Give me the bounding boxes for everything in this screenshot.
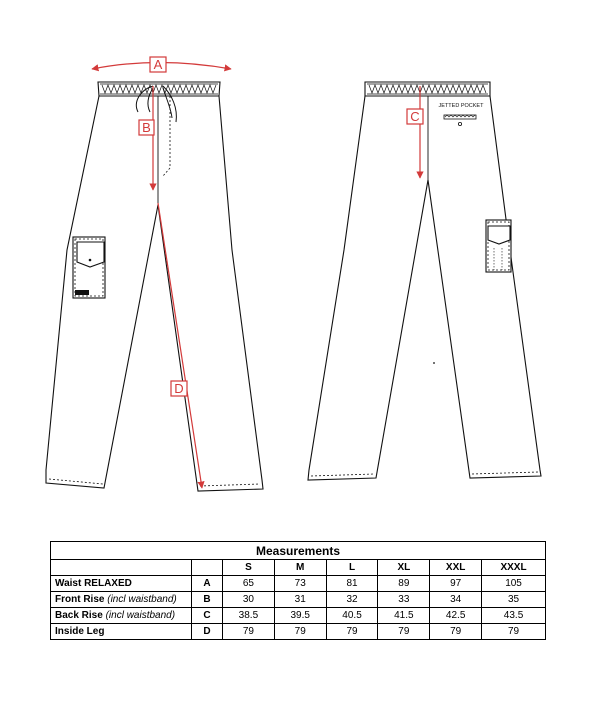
row-label: Inside Leg [51,624,192,640]
cargo-pocket-front [73,237,105,298]
cell-value: 79 [378,624,430,640]
blank-code-header-cell [192,560,223,576]
cell-value: 65 [223,576,275,592]
measurements-table [50,541,546,640]
cell-value: 43.5 [482,608,546,624]
cell-value: 35 [482,592,546,608]
cell-value: 81 [326,576,378,592]
size-header: L [326,560,378,576]
back-pants-body [308,96,541,480]
cell-value: 31 [274,592,326,608]
size-header: XL [378,560,430,576]
blank-header-cell [51,560,192,576]
size-header: XXXL [482,560,546,576]
cell-value: 97 [430,576,482,592]
label-c: C [410,109,420,124]
front-view [46,57,263,491]
cell-value: 79 [326,624,378,640]
label-a: A [153,57,163,72]
size-header: XXL [430,560,482,576]
cell-value: 34 [430,592,482,608]
back-view [308,82,541,480]
cell-value: 42.5 [430,608,482,624]
cell-value: 79 [482,624,546,640]
cell-value: 73 [274,576,326,592]
cell-value: 39.5 [274,608,326,624]
cell-value: 89 [378,576,430,592]
table-row [51,576,546,592]
row-label: Front Rise (incl waistband) [51,592,192,608]
row-code: D [192,624,223,640]
table-row [51,608,546,624]
cargo-pocket-back [486,220,511,272]
label-b: B [142,120,151,135]
table-row [51,592,546,608]
cell-value: 30 [223,592,275,608]
cell-value: 79 [223,624,275,640]
cell-value: 40.5 [326,608,378,624]
cell-value: 32 [326,592,378,608]
table-title: Measurements [51,542,546,560]
row-label: Waist RELAXED [51,576,192,592]
cell-value: 41.5 [378,608,430,624]
row-code: A [192,576,223,592]
size-header: M [274,560,326,576]
cell-value: 79 [274,624,326,640]
row-code: C [192,608,223,624]
size-header-row [51,560,546,576]
row-label: Back Rise (incl waistband) [51,608,192,624]
size-header: S [223,560,275,576]
table-row [51,624,546,640]
cell-value: 33 [378,592,430,608]
row-code: B [192,592,223,608]
label-d: D [174,381,184,396]
cell-value: 105 [482,576,546,592]
cell-value: 79 [430,624,482,640]
jetted-pocket-label: JETTED POCKET [438,103,484,109]
cell-value: 38.5 [223,608,275,624]
